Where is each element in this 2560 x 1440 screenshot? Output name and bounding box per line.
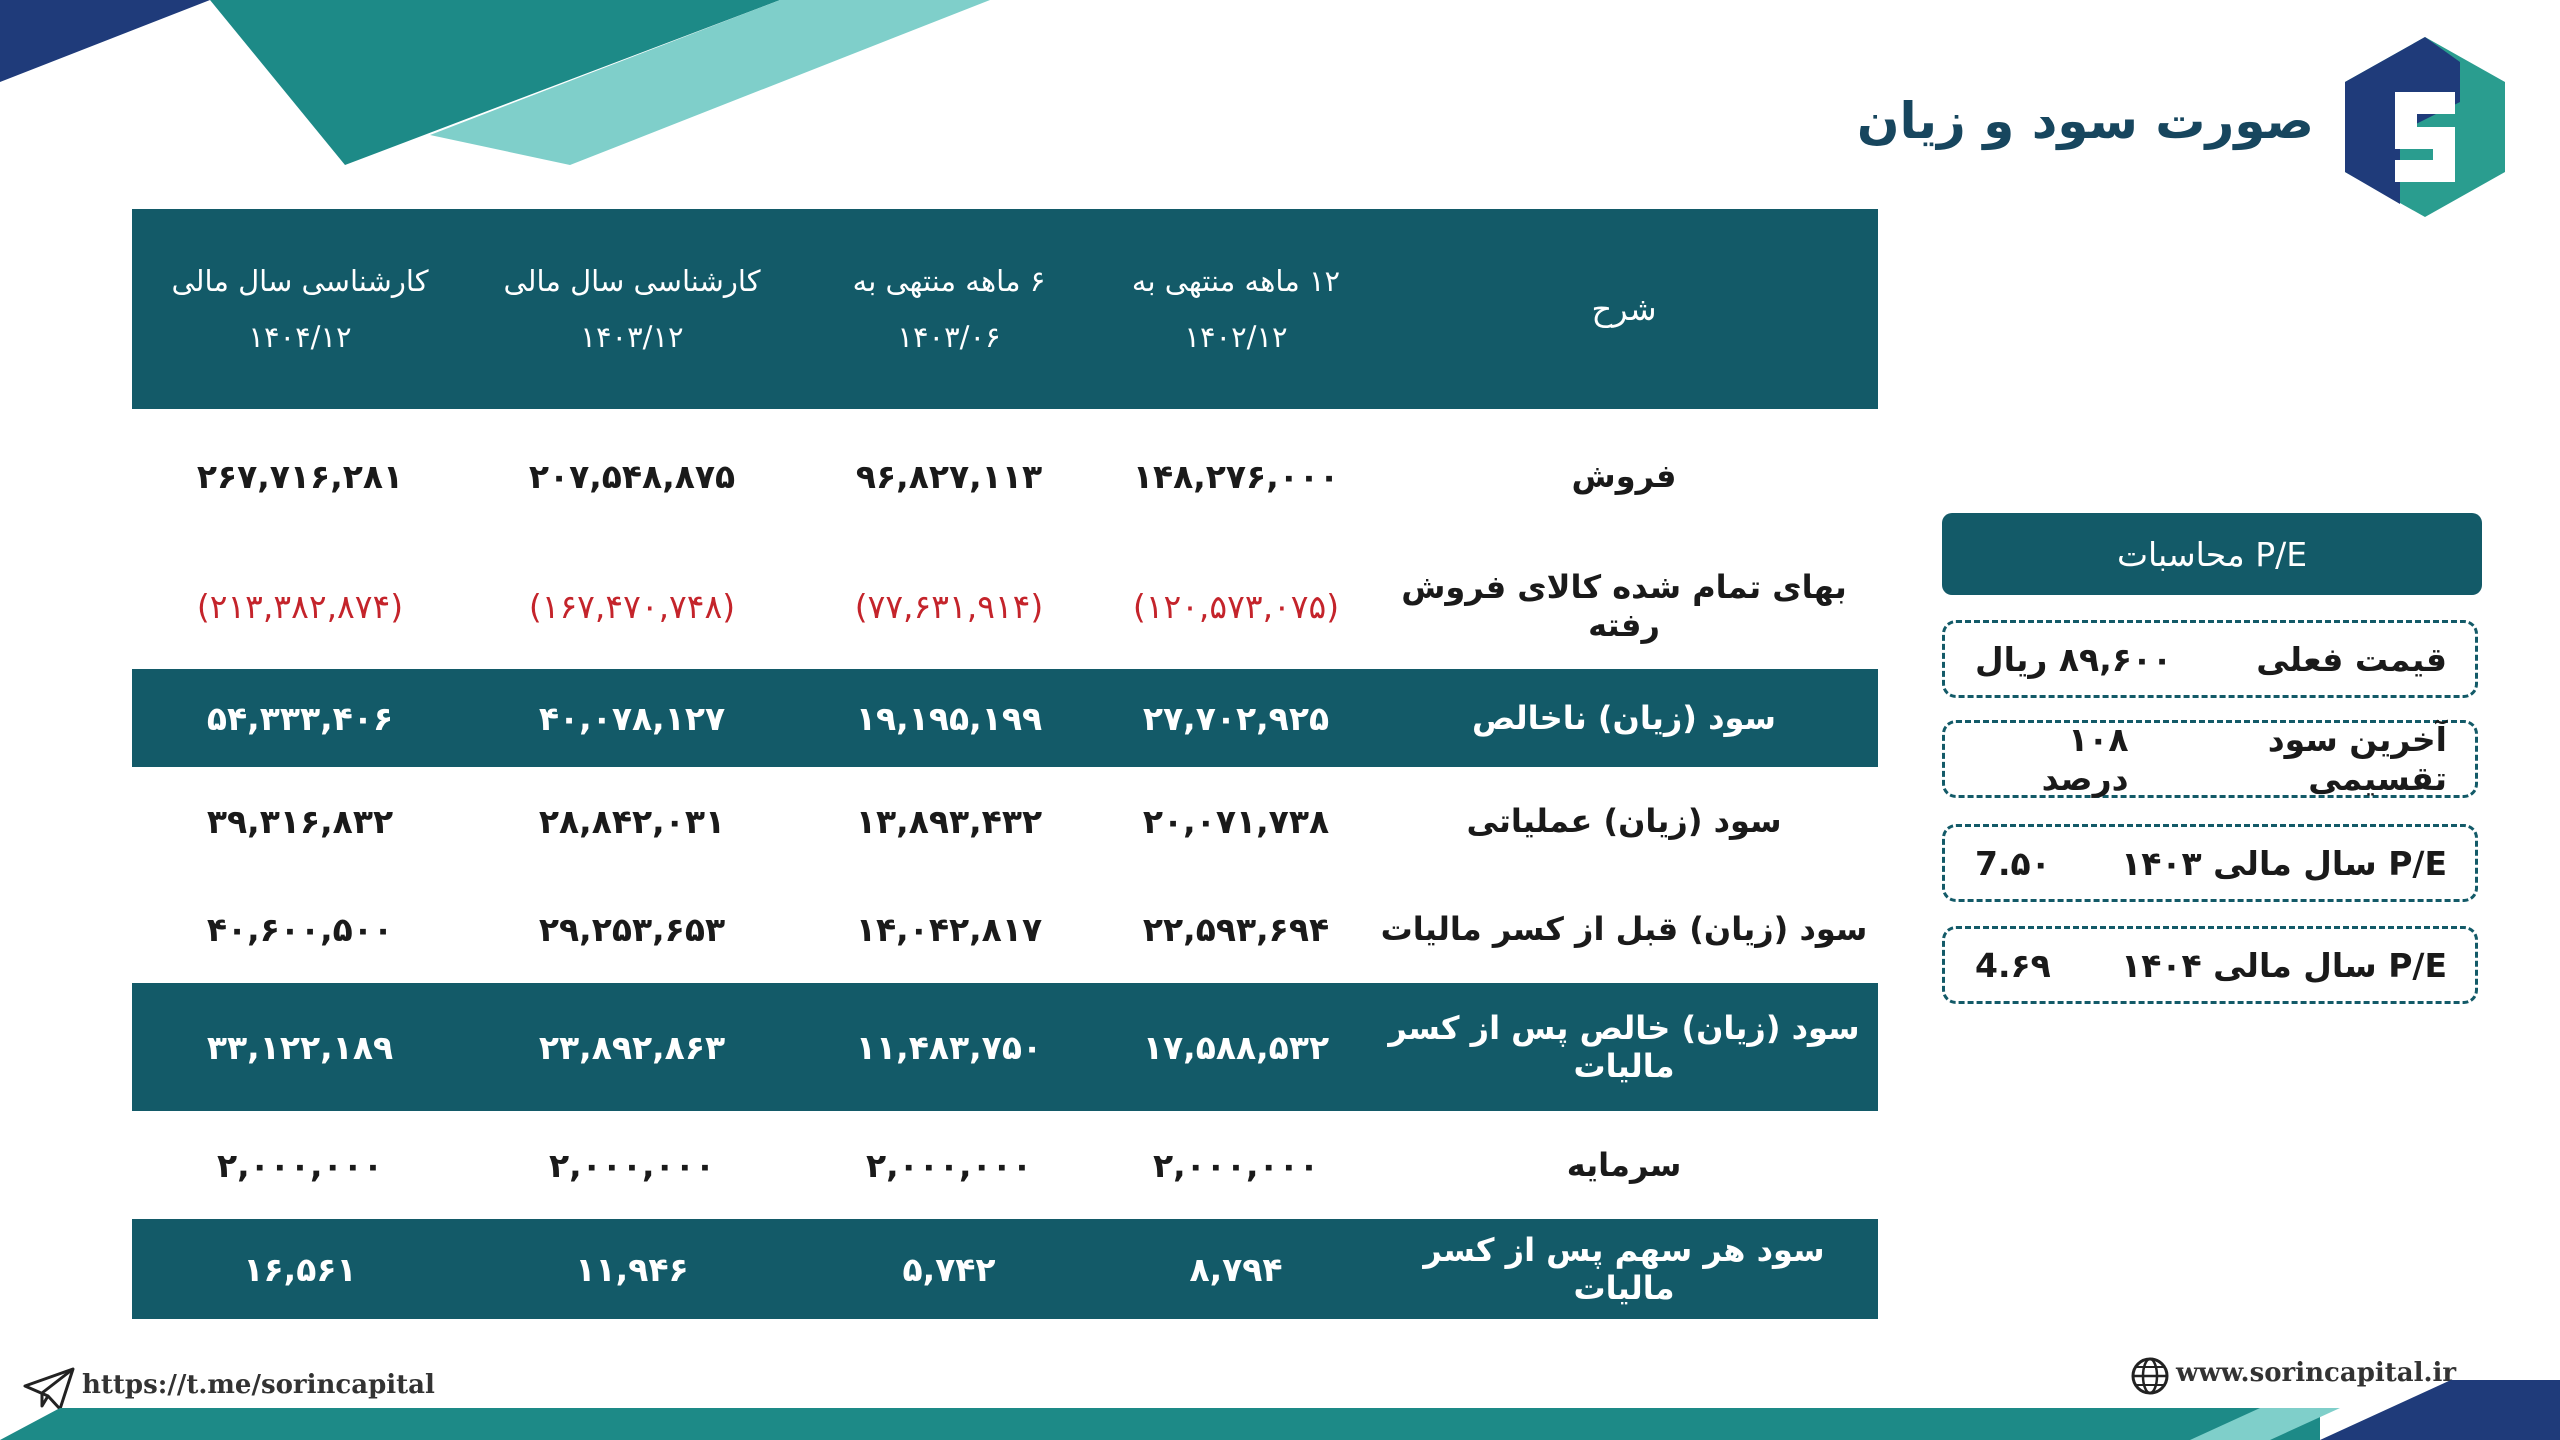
cell-value: ۱۷,۵۸۸,۵۳۲	[1142, 1027, 1330, 1067]
cell-value: ۴۰,۶۰۰,۵۰۰	[206, 909, 394, 949]
row-label: سود (زیان) ناخالص	[1471, 699, 1777, 737]
row-label: سود (زیان) قبل از کسر مالیات	[1380, 910, 1868, 948]
header-description: شرح	[1591, 290, 1657, 328]
cell-value: ۲,۰۰۰,۰۰۰	[865, 1145, 1033, 1185]
cell-value: ۲۳,۸۹۲,۸۶۳	[538, 1027, 726, 1067]
cell-value: ۲,۰۰۰,۰۰۰	[216, 1145, 384, 1185]
pe-item-label: P/E سال مالی ۱۴۰۴	[2121, 945, 2447, 985]
header-col-2: ۶ ماهه منتهی به ۱۴۰۳/۰۶	[852, 264, 1046, 354]
pe-item-value: 4.۶۹	[1975, 945, 2051, 985]
pe-item-label: آخرین سود تقسیمی	[2267, 720, 2447, 798]
row-label: سود (زیان) عملیاتی	[1466, 802, 1782, 840]
row-capital	[132, 1111, 1878, 1219]
cell-value: ۲۸,۸۴۲,۰۳۱	[538, 801, 726, 841]
row-operating-profit	[132, 767, 1878, 875]
cell-value: ۱۳,۸۹۳,۴۳۲	[855, 801, 1043, 841]
cell-value: ۲۰۷,۵۴۸,۸۷۵	[528, 456, 736, 496]
cell-value: ۱۱,۹۴۶	[575, 1249, 689, 1289]
cell-value: ۲۲,۵۹۳,۶۹۴	[1142, 909, 1330, 949]
cell-value-negative: (۷۷,۶۳۱,۹۱۴)	[854, 586, 1044, 626]
cell-value: ۲,۰۰۰,۰۰۰	[1152, 1145, 1320, 1185]
header-col-3: کارشناسی سال مالی ۱۴۰۳/۱۲	[503, 264, 761, 354]
header-col-1: ۱۲ ماهه منتهی به ۱۴۰۲/۱۲	[1131, 264, 1341, 354]
page-title: صورت سود و زیان	[1856, 92, 2314, 150]
row-sales	[132, 409, 1878, 543]
pe-item-value: 7.۵۰	[1975, 843, 2051, 883]
pe-item-value: ۸۹,۶۰۰ ریال	[1975, 639, 2173, 679]
header-decoration	[0, 0, 1000, 170]
pe-item-label: قیمت فعلی	[2256, 639, 2447, 679]
row-label: بهای تمام شده کالای فروش رفته	[1401, 568, 1847, 644]
cell-value-negative: (۲۱۳,۳۸۲,۸۷۴)	[196, 586, 404, 626]
company-logo	[2340, 32, 2510, 222]
row-label: سرمایه	[1566, 1146, 1682, 1184]
cell-value: ۱۱,۴۸۳,۷۵۰	[855, 1027, 1043, 1067]
income-statement-table	[132, 209, 1878, 1319]
pe-panel-header: محاسبات P/E	[1942, 513, 2482, 595]
telegram-link[interactable]: https://t.me/sorincapital	[82, 1370, 435, 1400]
pe-item-last-dividend	[1942, 720, 2478, 798]
pe-item-label: P/E سال مالی ۱۴۰۳	[2121, 843, 2447, 883]
cell-value: ۳۳,۱۲۲,۱۸۹	[206, 1027, 394, 1067]
cell-value: ۹۶,۸۲۷,۱۱۳	[855, 456, 1043, 496]
website-link[interactable]: www.sorincapital.ir	[2176, 1358, 2457, 1388]
cell-value: ۱۶,۵۶۱	[243, 1249, 357, 1289]
pe-item-value: ۱۰۸ درصد	[2041, 720, 2129, 798]
row-label: فروش	[1571, 457, 1677, 495]
footer-decoration	[0, 1380, 2560, 1440]
cell-value: ۲۹,۲۵۳,۶۵۳	[538, 909, 726, 949]
table-header-row	[132, 209, 1878, 409]
cell-value: ۲۶۷,۷۱۶,۲۸۱	[196, 456, 404, 496]
row-label: سود هر سهم پس از کسر مالیات	[1423, 1231, 1825, 1307]
row-eps	[132, 1219, 1878, 1319]
cell-value: ۲۷,۷۰۲,۹۲۵	[1142, 698, 1330, 738]
cell-value: ۱۴۸,۲۷۶,۰۰۰	[1132, 456, 1340, 496]
cell-value: ۸,۷۹۴	[1189, 1249, 1283, 1289]
pe-item-1403	[1942, 824, 2478, 902]
cell-value-negative: (۱۶۷,۴۷۰,۷۴۸)	[528, 586, 736, 626]
row-gross-profit	[132, 669, 1878, 767]
pe-item-current-price	[1942, 620, 2478, 698]
row-pretax-profit	[132, 875, 1878, 983]
cell-value: ۱۴,۰۴۲,۸۱۷	[855, 909, 1043, 949]
pe-item-1404	[1942, 926, 2478, 1004]
cell-value: ۴۰,۰۷۸,۱۲۷	[538, 698, 726, 738]
header-col-4: کارشناسی سال مالی ۱۴۰۴/۱۲	[171, 264, 429, 354]
cell-value: ۵۴,۳۳۳,۴۰۶	[206, 698, 394, 738]
cell-value: ۵,۷۴۲	[902, 1249, 996, 1289]
row-label: سود (زیان) خالص پس از کسر مالیات	[1388, 1009, 1860, 1085]
cell-value-negative: (۱۲۰,۵۷۳,۰۷۵)	[1132, 586, 1340, 626]
cell-value: ۱۹,۱۹۵,۱۹۹	[855, 698, 1043, 738]
row-cogs	[132, 543, 1878, 669]
cell-value: ۲,۰۰۰,۰۰۰	[548, 1145, 716, 1185]
cell-value: ۳۹,۳۱۶,۸۳۲	[206, 801, 394, 841]
cell-value: ۲۰,۰۷۱,۷۳۸	[1142, 801, 1330, 841]
row-net-profit	[132, 983, 1878, 1111]
